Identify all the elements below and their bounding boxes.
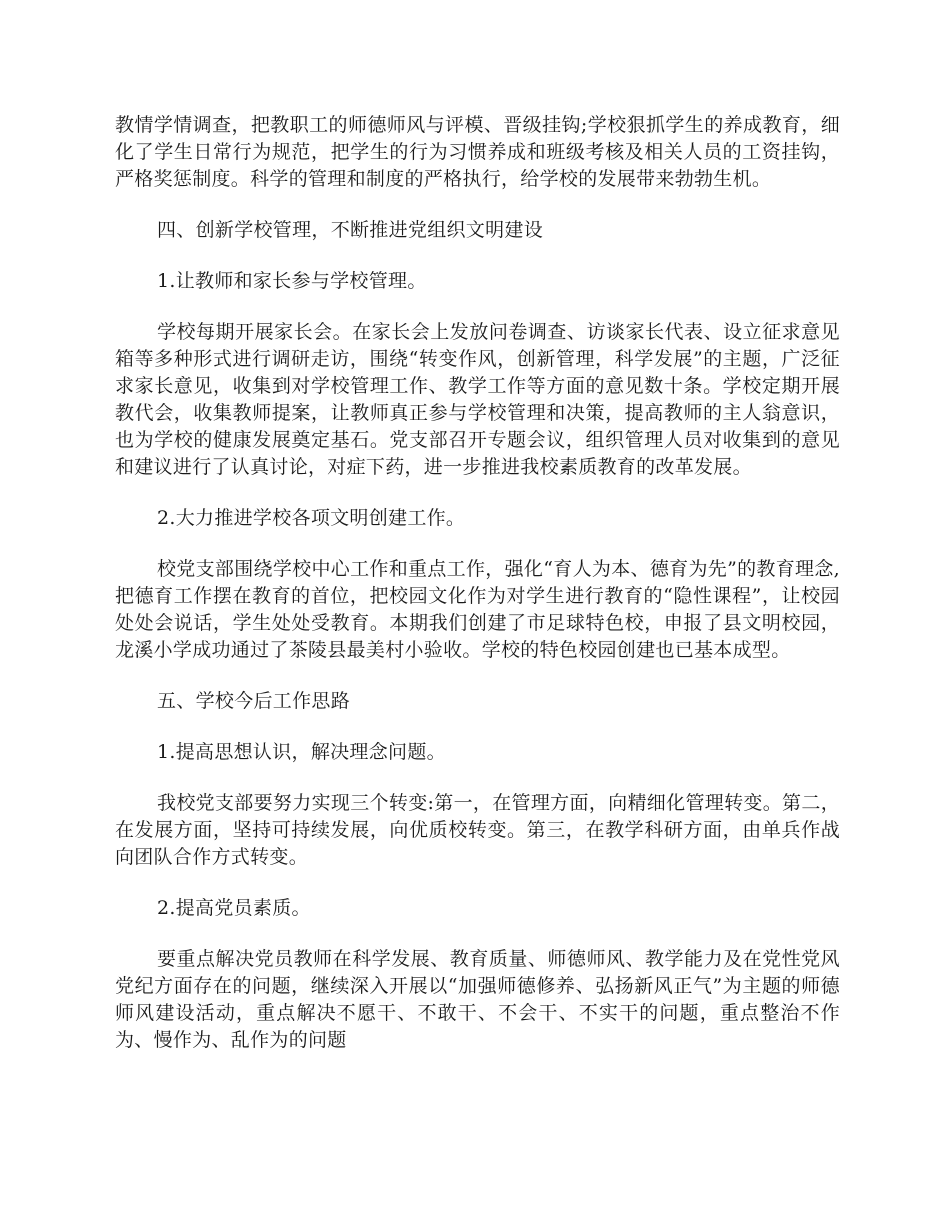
section-heading-4: 四、创新学校管理，不断推进党组织文明建设 (157, 219, 544, 241)
section-heading-5: 五、学校今后工作思路 (157, 690, 351, 712)
subheading-5-1: 1.提高思想认识，解决理念问题。 (157, 741, 446, 763)
subheading-4-2: 2.大力推进学校各项文明创建工作。 (157, 507, 466, 529)
paragraph-parent-participation: 学校每期开展家长会。在家长会上发放问卷调查、访谈家长代表、设立征求意见箱等多种形式进行调研走访，围绕“转变作风，创新管理，科学发展”的主题，广泛征求家长意见，收集到对学校管理工作、教学工作等方面的意见数十条。学校定期开展教代会，收集教师提案，让教师真正参与学校管理和决策，提高教师的主人翁意识，也为学校的健康发展奠定基石。党支部召开专题会议，组织管理人员对收集到的意见和建议进行了认真讨论，对症下药，进一步推进我校素质教育的改革发展。 (115, 321, 840, 478)
paragraph-three-transformations: 我校党支部要努力实现三个转变:第一，在管理方面，向精细化管理转变。第二，在发展方面，坚持可持续发展，向优质校转变。第三，在教学科研方面，由单兵作战向团队合作方式转变。 (115, 792, 840, 868)
paragraph-civilization-building: 校党支部围绕学校中心工作和重点工作，强化“育人为本、德育为先”的教育理念,把德育工作摆在教育的首位，把校园文化作为对学生进行教育的“隐性课程”，让校园处处会说话，学生处处受教育。本期我们创建了市足球特色校，申报了县文明校园，龙溪小学成功通过了茶陵县最美村小验收。学校的特色校园创建也已基本成型。 (115, 558, 840, 661)
document-body (115, 112, 840, 1078)
subheading-5-2: 2.提高党员素质。 (157, 897, 311, 919)
paragraph-management-system: 教情学情调查，把教职工的师德师风与评模、晋级挂钩;学校狠抓学生的养成教育，细化了学生日常行为规范，把学生的行为习惯养成和班级考核及相关人员的工资挂钩，严格奖惩制度。科学的管理和制度的严格执行，给学校的发展带来勃勃生机。 (115, 114, 840, 190)
paragraph-party-member-quality: 要重点解决党员教师在科学发展、教育质量、师德师风、教学能力及在党性党风党纪方面存在的问题，继续深入开展以“加强师德修养、弘扬新风正气”为主题的师德师风建设活动，重点解决不愿干、不敢干、不会干、不实干的问题，重点整治不作为、慢作为、乱作为的问题 (115, 948, 840, 1051)
subheading-4-1: 1.让教师和家长参与学校管理。 (157, 270, 427, 292)
